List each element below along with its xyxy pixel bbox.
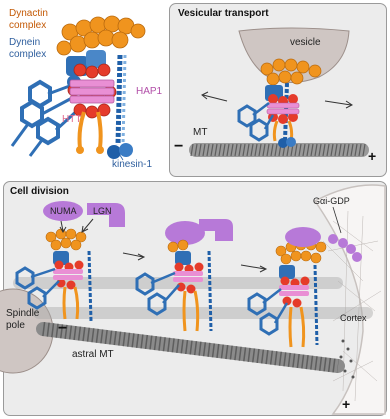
right-arrow: [325, 101, 352, 108]
dynactin-label: [9, 8, 48, 32]
lgn-label: LGN: [93, 206, 112, 216]
progression-arrows: [123, 253, 266, 272]
vesicle-label: vesicle: [290, 37, 321, 48]
hap1-label: HAP1: [136, 86, 163, 97]
spindle-pole-label-line1: Spindle: [6, 308, 40, 319]
cortex-label: Cortex: [340, 313, 367, 323]
dynactin-label-line1: Dynactin: [9, 8, 48, 19]
cortex-band: [315, 185, 385, 414]
vesicular-plus-end: +: [368, 148, 377, 164]
dynein-label-line1: Dynein: [9, 37, 41, 48]
astral-microtubule: [43, 329, 338, 366]
spindle-pole-label: [6, 308, 39, 332]
dynactin-chain: [57, 16, 145, 55]
division-plus-end: +: [342, 396, 351, 412]
division-minus-end: −: [58, 320, 68, 337]
vesicular-illustration: [169, 3, 385, 175]
astral-mt-label: astral MT: [72, 349, 114, 360]
spindle-pole-label-line2: pole: [6, 320, 25, 331]
dynactin-label-line2: complex: [9, 20, 47, 31]
kinesin-stalk: [107, 55, 133, 159]
gai-gdp-label: Gαi-GDP: [313, 196, 350, 206]
vesicular-transport-title: Vesicular transport: [178, 8, 269, 19]
kinesin-label: kinesin-1: [112, 159, 153, 170]
hap1-bars: [70, 80, 114, 103]
cell-division-title: Cell division: [10, 186, 69, 197]
vesicular-minus-end: −: [174, 138, 184, 155]
left-arrow: [202, 92, 227, 101]
htt-label: HTT: [62, 114, 82, 125]
numa-label: NUMA: [50, 206, 77, 216]
dynein-label: [9, 37, 46, 61]
dynein-label-line2: complex: [9, 49, 47, 60]
mt-label: MT: [193, 127, 208, 138]
